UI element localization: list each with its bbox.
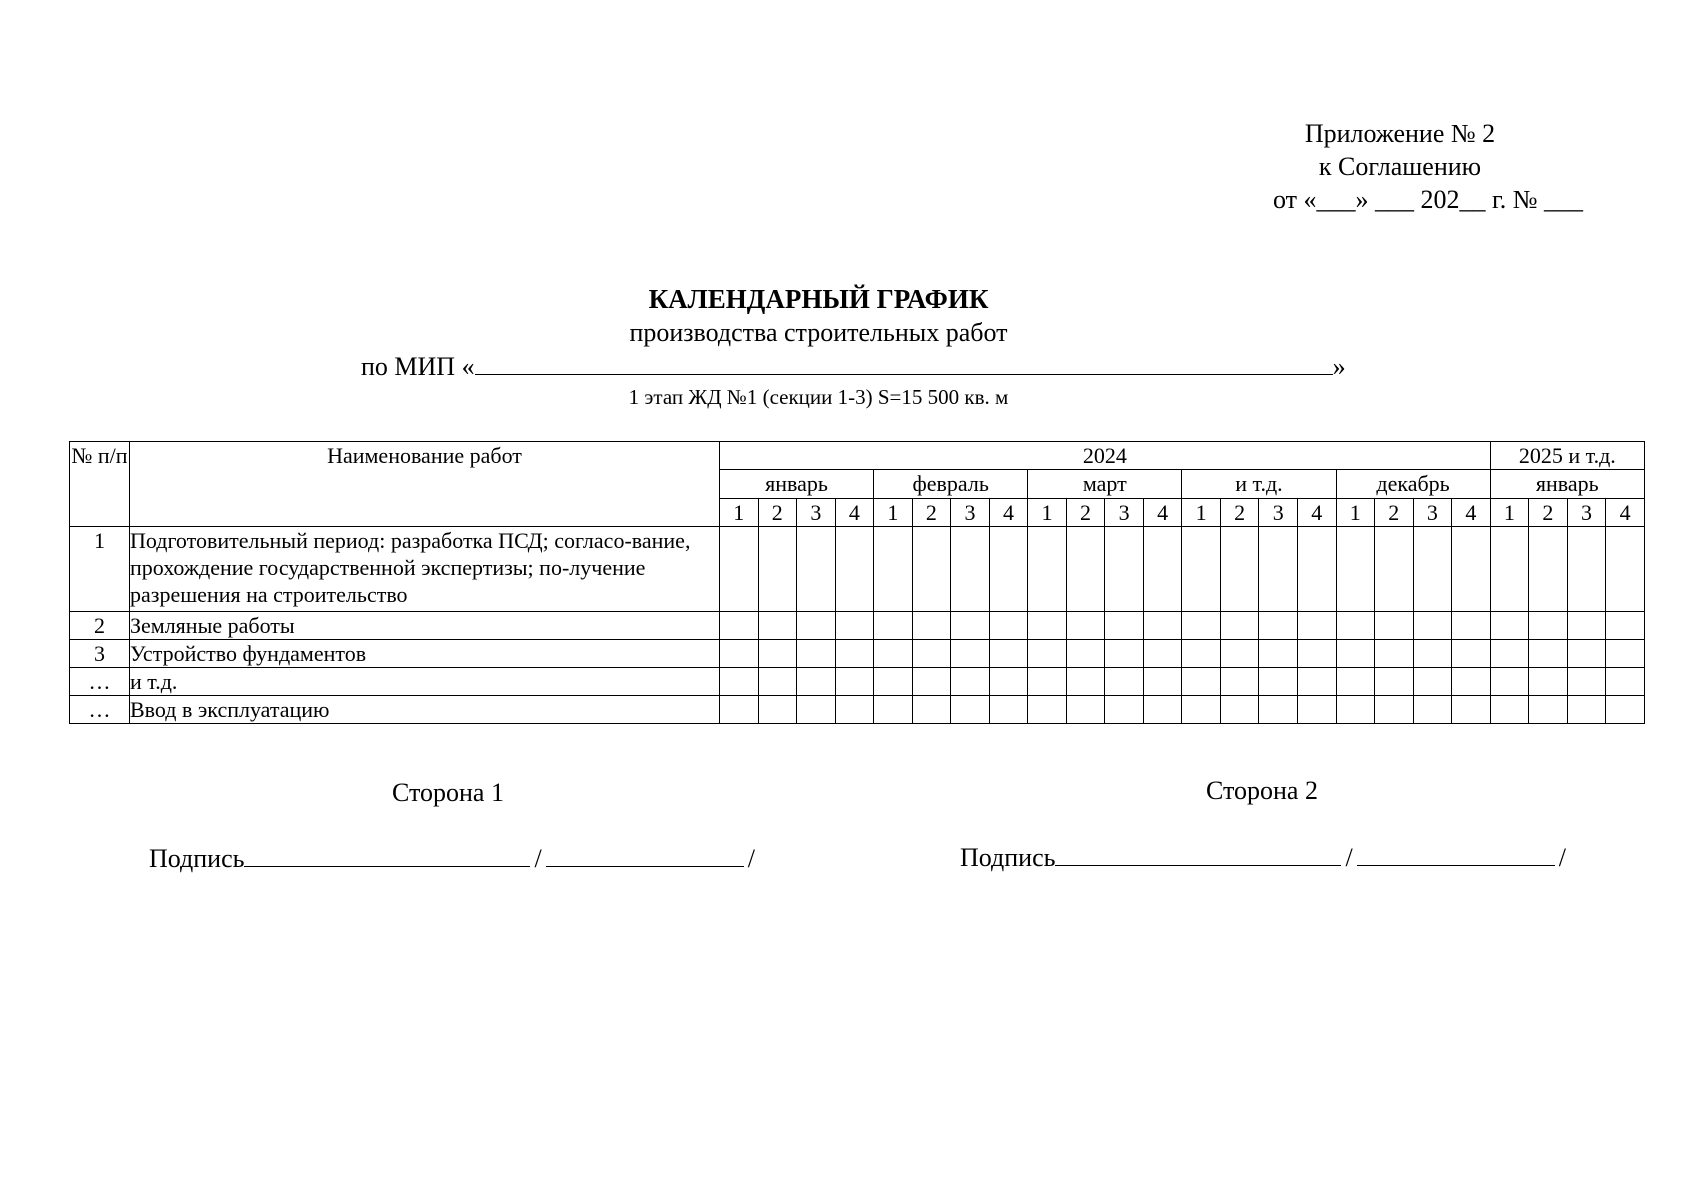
- header-week: 4: [1297, 499, 1336, 527]
- schedule-cell: [874, 640, 913, 668]
- schedule-cell: [912, 612, 951, 640]
- header-month: январь: [1490, 470, 1644, 499]
- schedule-cell: [912, 640, 951, 668]
- header-week: 1: [1028, 499, 1067, 527]
- row-number: 3: [70, 640, 130, 668]
- schedule-cell: [1567, 668, 1606, 696]
- header-week: 3: [1413, 499, 1452, 527]
- schedule-cell: [797, 612, 836, 640]
- schedule-cell: [835, 527, 874, 612]
- stage-description: 1 этап ЖД №1 (секции 1-3) S=15 500 кв. м: [628, 385, 1009, 409]
- schedule-cell: [835, 640, 874, 668]
- schedule-cell: [912, 696, 951, 724]
- schedule-cell: [1336, 696, 1375, 724]
- schedule-cell: [1066, 668, 1105, 696]
- schedule-cell: [1066, 612, 1105, 640]
- mip-name-blank: [475, 350, 1333, 375]
- schedule-cell: [1490, 668, 1529, 696]
- schedule-cell: [1182, 668, 1221, 696]
- schedule-cell: [1143, 696, 1182, 724]
- table-row: [70, 668, 1645, 696]
- header-month: февраль: [874, 470, 1028, 499]
- schedule-cell: [912, 668, 951, 696]
- schedule-cell: [1105, 696, 1144, 724]
- row-number: …: [70, 668, 130, 696]
- appendix-agreement: к Соглашению: [1318, 152, 1482, 181]
- header-week: 3: [1105, 499, 1144, 527]
- schedule-cell: [1143, 668, 1182, 696]
- slash: /: [747, 844, 755, 873]
- header-week: 1: [874, 499, 913, 527]
- slash: /: [1345, 843, 1353, 872]
- schedule-cell: [1529, 668, 1568, 696]
- header-week: 2: [1529, 499, 1568, 527]
- appendix-number: Приложение № 2: [1304, 119, 1496, 148]
- schedule-cell: [1297, 696, 1336, 724]
- schedule-cell: [989, 527, 1028, 612]
- schedule-cell: [720, 612, 759, 640]
- row-work-name: и т.д.: [130, 668, 720, 696]
- header-week: 1: [1490, 499, 1529, 527]
- schedule-cell: [1220, 696, 1259, 724]
- schedule-cell: [797, 527, 836, 612]
- name-blank: [546, 842, 744, 867]
- header-month: март: [1028, 470, 1182, 499]
- schedule-cell: [989, 696, 1028, 724]
- schedule-cell: [1413, 527, 1452, 612]
- schedule-cell: [1182, 696, 1221, 724]
- schedule-cell: [758, 668, 797, 696]
- title-block: [0, 282, 1697, 350]
- schedule-cell: [835, 696, 874, 724]
- header-week: 4: [989, 499, 1028, 527]
- schedule-cell: [1452, 527, 1491, 612]
- header-week: 2: [758, 499, 797, 527]
- schedule-cell: [1066, 640, 1105, 668]
- row-work-name: Ввод в эксплуатацию: [130, 696, 720, 724]
- schedule-cell: [1105, 640, 1144, 668]
- schedule-cell: [1375, 668, 1414, 696]
- schedule-cell: [951, 696, 990, 724]
- schedule-cell: [835, 612, 874, 640]
- schedule-cell: [1143, 612, 1182, 640]
- schedule-cell: [720, 668, 759, 696]
- appendix-header: [1210, 117, 1590, 216]
- schedule-cell: [1066, 527, 1105, 612]
- schedule-cell: [720, 696, 759, 724]
- header-week: 4: [1452, 499, 1491, 527]
- signature-label: Подпись: [149, 844, 245, 873]
- schedule-cell: [989, 612, 1028, 640]
- schedule-cell: [1220, 612, 1259, 640]
- header-week: 2: [1066, 499, 1105, 527]
- schedule-cell: [1567, 696, 1606, 724]
- signature-label: Подпись: [960, 843, 1056, 872]
- schedule-cell: [1529, 696, 1568, 724]
- schedule-cell: [1143, 527, 1182, 612]
- table-row: [70, 612, 1645, 640]
- name-blank: [1357, 841, 1555, 866]
- schedule-cell: [1259, 640, 1298, 668]
- row-number: …: [70, 696, 130, 724]
- header-week: 3: [1567, 499, 1606, 527]
- slash: /: [1558, 843, 1566, 872]
- schedule-cell: [1606, 668, 1645, 696]
- schedule-cell: [1529, 527, 1568, 612]
- schedule-cell: [1490, 527, 1529, 612]
- slash: /: [534, 844, 542, 873]
- stage-line: [0, 383, 1697, 411]
- row-work-name: Устройство фундаментов: [130, 640, 720, 668]
- schedule-cell: [1105, 527, 1144, 612]
- schedule-cell: [951, 668, 990, 696]
- schedule-table: [69, 441, 1645, 724]
- schedule-cell: [1375, 640, 1414, 668]
- schedule-cell: [1375, 612, 1414, 640]
- schedule-cell: [1259, 696, 1298, 724]
- schedule-cell: [1413, 612, 1452, 640]
- header-work-name: Наименование работ: [130, 442, 720, 527]
- schedule-cell: [1529, 612, 1568, 640]
- header-week: 4: [835, 499, 874, 527]
- schedule-cell: [951, 527, 990, 612]
- signature-line-party-1: [149, 842, 759, 876]
- party-2-label: Сторона 2: [1206, 776, 1318, 805]
- party-1-label: Сторона 1: [392, 778, 504, 807]
- schedule-cell: [1606, 527, 1645, 612]
- mip-prefix: по МИП «: [361, 352, 475, 381]
- schedule-cell: [1259, 668, 1298, 696]
- table-row: [70, 696, 1645, 724]
- header-week: 1: [1336, 499, 1375, 527]
- mip-line: [361, 350, 1346, 384]
- schedule-cell: [1182, 640, 1221, 668]
- header-week: 2: [1220, 499, 1259, 527]
- schedule-cell: [758, 696, 797, 724]
- table-row: [70, 527, 1645, 612]
- row-number: 1: [70, 527, 130, 612]
- schedule-cell: [758, 640, 797, 668]
- header-week: 1: [720, 499, 759, 527]
- schedule-cell: [1606, 640, 1645, 668]
- schedule-cell: [1259, 612, 1298, 640]
- signature-line-party-2: [960, 841, 1570, 875]
- header-year: 2025 и т.д.: [1490, 442, 1644, 470]
- header-week: 3: [1259, 499, 1298, 527]
- schedule-cell: [1336, 668, 1375, 696]
- header-month: декабрь: [1336, 470, 1490, 499]
- signature-blank: [244, 842, 530, 867]
- document-title: КАЛЕНДАРНЫЙ ГРАФИК: [648, 284, 989, 314]
- schedule-cell: [1375, 696, 1414, 724]
- schedule-cell: [1490, 696, 1529, 724]
- schedule-cell: [1490, 612, 1529, 640]
- schedule-cell: [1066, 696, 1105, 724]
- schedule-cell: [1182, 612, 1221, 640]
- schedule-cell: [797, 668, 836, 696]
- schedule-cell: [951, 612, 990, 640]
- row-work-name: Подготовительный период: разработка ПСД; согласо-вание, прохождение государственной экспертизы; по-лучение разрешения на строительство: [130, 527, 720, 612]
- schedule-cell: [1220, 527, 1259, 612]
- schedule-cell: [874, 527, 913, 612]
- schedule-cell: [989, 640, 1028, 668]
- schedule-cell: [1220, 668, 1259, 696]
- schedule-cell: [1105, 668, 1144, 696]
- schedule-cell: [1336, 527, 1375, 612]
- schedule-cell: [1606, 696, 1645, 724]
- row-number: 2: [70, 612, 130, 640]
- header-week: 3: [797, 499, 836, 527]
- schedule-cell: [1297, 612, 1336, 640]
- header-month: январь: [720, 470, 874, 499]
- schedule-cell: [1413, 668, 1452, 696]
- schedule-cell: [1028, 668, 1067, 696]
- schedule-cell: [1567, 527, 1606, 612]
- appendix-date-number: от «___» ___ 202__ г. № ___: [1272, 185, 1584, 214]
- schedule-cell: [874, 612, 913, 640]
- header-week: 1: [1182, 499, 1221, 527]
- schedule-cell: [1028, 640, 1067, 668]
- schedule-cell: [1452, 696, 1491, 724]
- schedule-cell: [720, 640, 759, 668]
- document-subtitle: производства строительных работ: [629, 318, 1008, 347]
- header-number: № п/п: [70, 442, 130, 527]
- schedule-cell: [1028, 527, 1067, 612]
- header-week: 4: [1606, 499, 1645, 527]
- schedule-cell: [1105, 612, 1144, 640]
- schedule-cell: [758, 612, 797, 640]
- schedule-cell: [1143, 640, 1182, 668]
- schedule-cell: [1297, 527, 1336, 612]
- schedule-cell: [1375, 527, 1414, 612]
- schedule-cell: [989, 668, 1028, 696]
- mip-suffix: »: [1332, 352, 1346, 381]
- schedule-cell: [1336, 612, 1375, 640]
- schedule-cell: [835, 668, 874, 696]
- schedule-cell: [1452, 640, 1491, 668]
- header-week: 2: [1375, 499, 1414, 527]
- schedule-cell: [1567, 612, 1606, 640]
- header-week: 4: [1143, 499, 1182, 527]
- schedule-cell: [874, 696, 913, 724]
- schedule-cell: [1413, 640, 1452, 668]
- header-week: 3: [951, 499, 990, 527]
- schedule-cell: [912, 527, 951, 612]
- schedule-cell: [874, 668, 913, 696]
- schedule-cell: [1452, 668, 1491, 696]
- schedule-cell: [797, 696, 836, 724]
- schedule-cell: [1182, 527, 1221, 612]
- schedule-cell: [797, 640, 836, 668]
- schedule-cell: [1567, 640, 1606, 668]
- schedule-cell: [1297, 668, 1336, 696]
- schedule-cell: [1220, 640, 1259, 668]
- header-month: и т.д.: [1182, 470, 1336, 499]
- schedule-cell: [1490, 640, 1529, 668]
- schedule-cell: [1028, 612, 1067, 640]
- header-week: 2: [912, 499, 951, 527]
- row-work-name: Земляные работы: [130, 612, 720, 640]
- schedule-cell: [1529, 640, 1568, 668]
- schedule-cell: [758, 527, 797, 612]
- schedule-cell: [1259, 527, 1298, 612]
- schedule-cell: [1413, 696, 1452, 724]
- signature-blank: [1055, 841, 1341, 866]
- schedule-cell: [1452, 612, 1491, 640]
- schedule-cell: [1028, 696, 1067, 724]
- schedule-cell: [1297, 640, 1336, 668]
- schedule-cell: [1336, 640, 1375, 668]
- header-year: 2024: [720, 442, 1491, 470]
- schedule-cell: [1606, 612, 1645, 640]
- table-row: [70, 640, 1645, 668]
- schedule-cell: [951, 640, 990, 668]
- schedule-cell: [720, 527, 759, 612]
